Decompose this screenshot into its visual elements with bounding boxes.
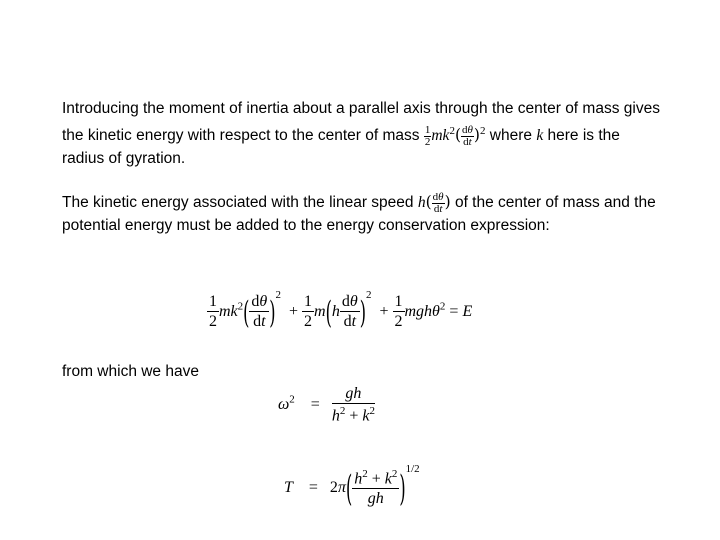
math-k: k <box>536 127 544 145</box>
text-potential: of the center of mass and the potential energy must be added to the energy conservation expression: <box>62 194 656 234</box>
omega-equation: $\omega^2$ = $\frac{gh}{h^2 + k^2}$ <box>278 385 375 425</box>
paragraph-moment-of-inertia <box>62 98 662 170</box>
text-intro: Introducing the moment of inertia about a parallel axis through the center of mass gives the kinetic energy with respect to the center of mass <box>62 100 660 145</box>
text-radius: here is the radius of gyration. <box>62 127 620 168</box>
text-linear-speed: The kinetic energy associated with the linear speed <box>62 194 414 211</box>
paragraph-from-which <box>62 361 662 383</box>
text-where: where <box>489 127 532 145</box>
math-linear-speed: h( $\frac{d\theta}{dt}$ ) <box>417 190 451 215</box>
paragraph-linear-speed <box>62 191 662 237</box>
math-ke-center: $\frac{1}{2}$ $mk^2$( $\frac{d\theta}{dt}$ )$^2$ <box>424 124 486 149</box>
energy-equation: $\frac{1}{2}$ $mk^2$( $\frac{d\theta}{dt}$ )$^2$ + $\frac{1}{2}$ m(h $\frac{d\theta}{dt}$ )$^2$ + $\frac{1}{2}$ mghθ$^2$ = E <box>209 289 473 331</box>
text-from-which: from which we have <box>62 363 199 380</box>
period-equation: T = 2π( $\frac{h^2 + k^2}{gh}$ )$^{1/2}$ <box>284 463 420 510</box>
